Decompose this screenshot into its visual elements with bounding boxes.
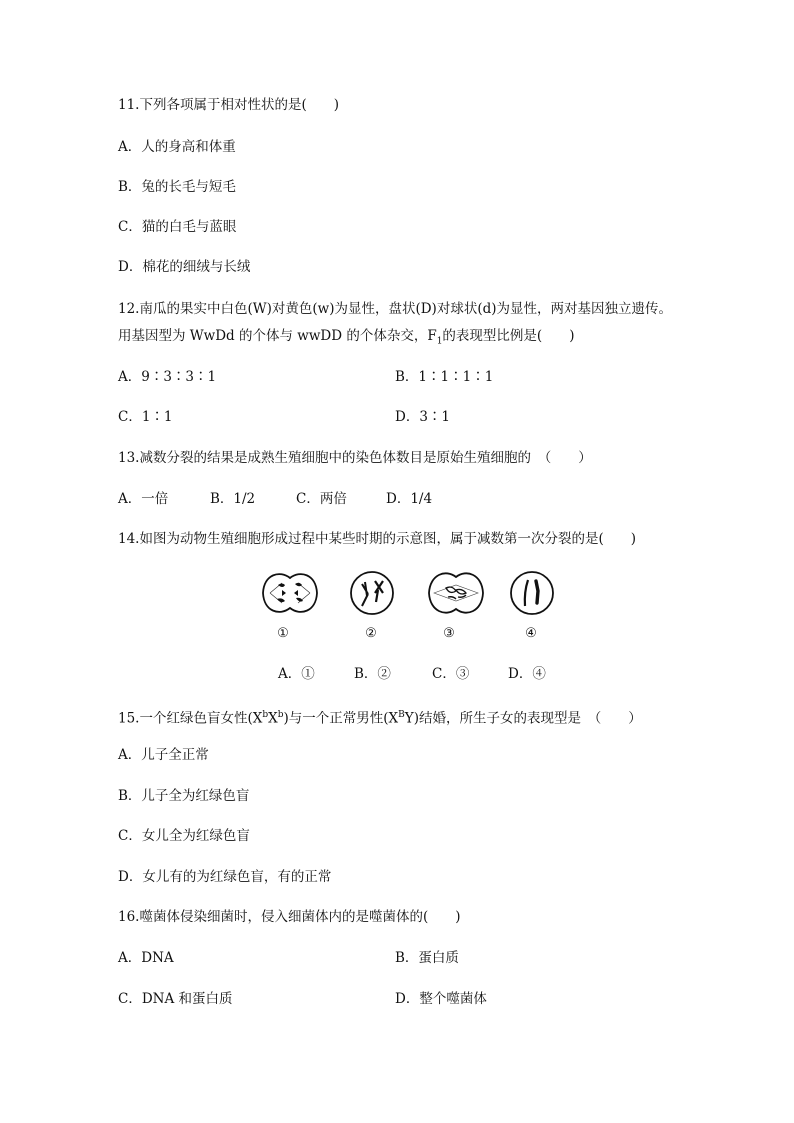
figure-label-2: ② xyxy=(365,626,377,641)
figure-label-1: ① xyxy=(277,626,289,641)
q13-option-b: B．1/2 xyxy=(210,491,256,507)
q16-option-a: A．DNA xyxy=(118,950,174,966)
q15-stem-part-d: Y)结婚，所生子女的表现型是 （ ） xyxy=(404,710,642,727)
q15-sup-2: b xyxy=(277,710,284,720)
q16-option-c: C．DNA 和蛋白质 xyxy=(118,991,233,1007)
q11-stem: 11.下列各项属于相对性状的是( ) xyxy=(118,97,340,113)
q15-sup-1: b xyxy=(262,710,269,720)
q14-stem: 14.如图为动物生殖细胞形成过程中某些时期的示意图，属于减数第一次分裂的是( ) xyxy=(118,531,637,547)
q15-stem xyxy=(118,706,642,728)
q12-stem-line1: 12.南瓜的果实中白色(W)对黄色(w)为显性，盘状(D)对球状(d)为显性，两对基因独立遗传。 xyxy=(118,301,672,317)
q12-stem-line2 xyxy=(118,327,574,351)
q15-option-a: A．儿子全正常 xyxy=(118,747,209,763)
q12-option-b: B．1∶1∶1∶1 xyxy=(395,369,494,385)
q11-option-c: C．猫的白毛与蓝眼 xyxy=(118,219,237,235)
q14-option-d: D．④ xyxy=(508,666,546,682)
q11-option-d: D．棉花的细绒与长绒 xyxy=(118,259,251,275)
q15-stem-part-b: X xyxy=(268,710,278,727)
q12-option-c: C．1∶1 xyxy=(118,409,173,425)
figure-label-3: ③ xyxy=(443,626,455,641)
q13-stem: 13.减数分裂的结果是成熟生殖细胞中的染色体数目是原始生殖细胞的 （ ） xyxy=(118,450,592,466)
q11-option-a: A．人的身高和体重 xyxy=(118,139,236,155)
q14-option-a: A．① xyxy=(278,666,315,682)
cell-figure-2 xyxy=(348,568,408,646)
q16-stem: 16.噬菌体侵染细菌时，侵入细菌体内的是噬菌体的( ) xyxy=(118,909,461,925)
q15-option-d: D．女儿有的为红绿色盲，有的正常 xyxy=(118,869,332,885)
q12-stem-part-b: 的表现型比例是( ) xyxy=(442,328,575,344)
cell-diagram-4 xyxy=(508,568,558,618)
q13-option-a: A．一倍 xyxy=(118,491,169,507)
q12-stem-part-a: 用基因型为 WwDd 的个体与 wwDD 的个体杂交，F xyxy=(118,328,437,344)
cell-division-figure xyxy=(258,568,568,648)
q16-option-d: D．整个噬菌体 xyxy=(395,991,487,1007)
cell-figure-1 xyxy=(260,568,320,646)
figure-label-4: ④ xyxy=(525,626,537,641)
q14-option-c: C．③ xyxy=(432,666,470,682)
q15-sup-3: B xyxy=(398,710,405,720)
q11-option-b: B．兔的长毛与短毛 xyxy=(118,179,236,195)
q15-stem-part-a: 15.一个红绿色盲女性(X xyxy=(118,710,263,727)
q15-stem-part-c: )与一个正常男性(X xyxy=(283,710,399,727)
q12-subscript: 1 xyxy=(436,336,443,347)
q16-option-b: B．蛋白质 xyxy=(395,950,459,966)
cell-diagram-2 xyxy=(348,568,398,618)
cell-diagram-3 xyxy=(426,568,486,618)
q13-options xyxy=(118,490,432,508)
q12-option-d: D．3∶1 xyxy=(395,409,451,425)
q15-option-c: C．女儿全为红绿色盲 xyxy=(118,828,250,844)
cell-figure-4 xyxy=(508,568,568,646)
cell-figure-3 xyxy=(426,568,486,646)
cell-diagram-1 xyxy=(260,568,320,618)
q12-option-a: A．9∶3∶3∶1 xyxy=(118,369,217,385)
q15-option-b: B．儿子全为红绿色盲 xyxy=(118,788,250,804)
q14-option-b: B．② xyxy=(354,666,391,682)
q13-option-c: C．两倍 xyxy=(296,491,347,507)
q14-options xyxy=(278,665,546,683)
q13-option-d: D．1/4 xyxy=(386,491,433,507)
